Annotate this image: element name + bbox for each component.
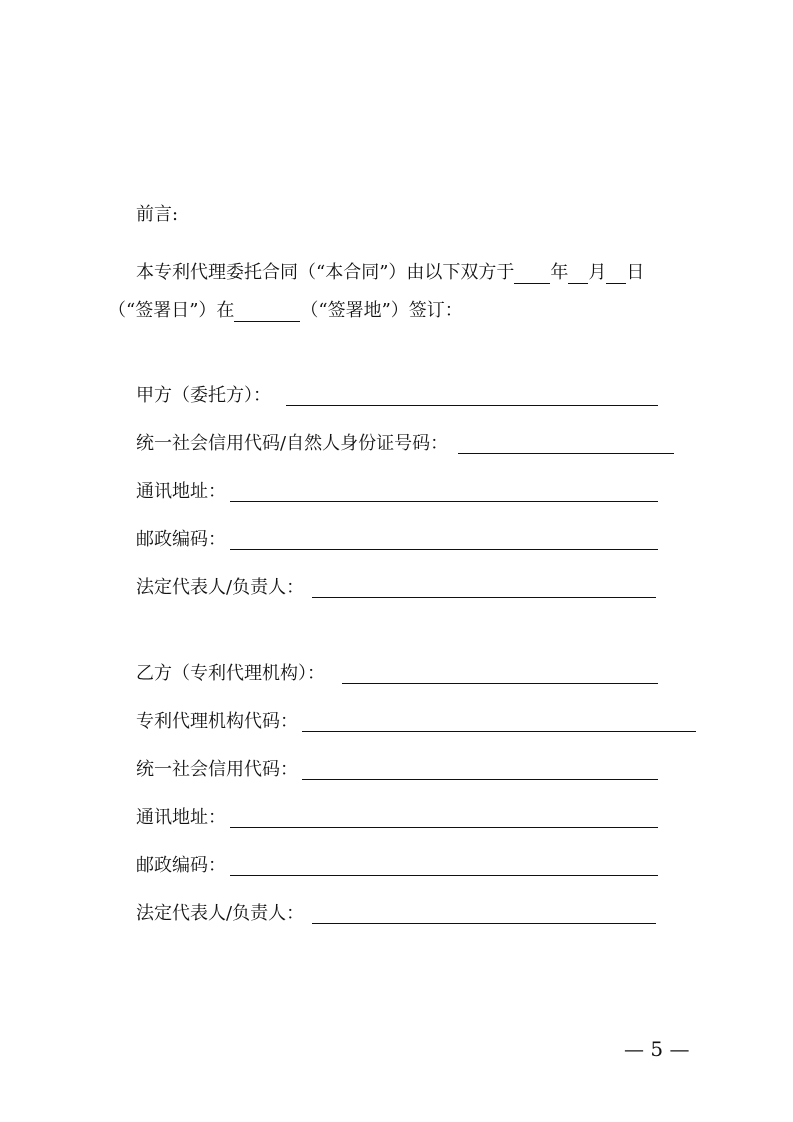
preface-line-2-text-a: （“签署日”）在 xyxy=(108,300,235,321)
party-b-agency-code-row xyxy=(136,711,701,733)
party-b-credit-code-blank[interactable] xyxy=(302,779,658,780)
party-b-postcode-blank[interactable] xyxy=(230,875,658,876)
party-b-name-blank[interactable] xyxy=(342,683,658,684)
date-year-blank[interactable] xyxy=(514,263,550,284)
preface-heading: 前言: xyxy=(136,204,179,225)
party-b-address-row xyxy=(136,807,666,829)
preface-line-1 xyxy=(136,262,644,284)
party-b-address-label: 通讯地址： xyxy=(136,807,226,828)
party-a-address-label: 通讯地址： xyxy=(136,481,226,502)
year-label: 年 xyxy=(550,262,569,283)
party-a-postcode-label: 邮政编码： xyxy=(136,529,226,550)
party-b-rep-row xyxy=(136,903,666,925)
party-b-rep-label: 法定代表人/负责人： xyxy=(136,903,305,924)
party-b-agency-code-blank[interactable] xyxy=(302,731,696,732)
party-a-address-row xyxy=(136,481,666,503)
party-a-postcode-row xyxy=(136,529,666,551)
party-b-rep-blank[interactable] xyxy=(312,923,656,924)
preface-line-2 xyxy=(108,300,463,322)
party-a-address-blank[interactable] xyxy=(230,501,658,502)
month-label: 月 xyxy=(588,262,607,283)
party-a-rep-blank[interactable] xyxy=(312,597,656,598)
party-b-postcode-row xyxy=(136,855,666,877)
party-b-agency-code-label: 专利代理机构代码： xyxy=(136,711,298,732)
party-a-id-row xyxy=(136,433,681,455)
party-a-rep-row xyxy=(136,577,666,599)
party-b-postcode-label: 邮政编码： xyxy=(136,855,226,876)
preface-line-2-text-b: （“签署地”）签订： xyxy=(300,300,463,321)
party-a-postcode-blank[interactable] xyxy=(230,549,658,550)
party-a-title: 甲方（委托方）： xyxy=(136,385,271,406)
party-b-credit-code-row xyxy=(136,759,666,781)
party-a-rep-label: 法定代表人/负责人： xyxy=(136,577,305,598)
party-a-id-label: 统一社会信用代码/自然人身份证号码： xyxy=(136,433,449,454)
page-number: — 5 — xyxy=(624,1037,690,1061)
party-b-address-blank[interactable] xyxy=(230,827,658,828)
party-b-title-row xyxy=(136,663,666,685)
day-label: 日 xyxy=(626,262,645,283)
date-month-blank[interactable] xyxy=(568,263,588,284)
date-day-blank[interactable] xyxy=(606,263,626,284)
party-b-title: 乙方（专利代理机构）： xyxy=(136,663,325,684)
preface-line-1-text: 本专利代理委托合同（“本合同”）由以下双方于 xyxy=(136,262,515,283)
party-a-id-blank[interactable] xyxy=(458,453,674,454)
party-a-name-blank[interactable] xyxy=(286,405,658,406)
party-a-title-row xyxy=(136,385,666,407)
signing-place-blank[interactable] xyxy=(234,301,300,322)
party-b-credit-code-label: 统一社会信用代码： xyxy=(136,759,298,780)
